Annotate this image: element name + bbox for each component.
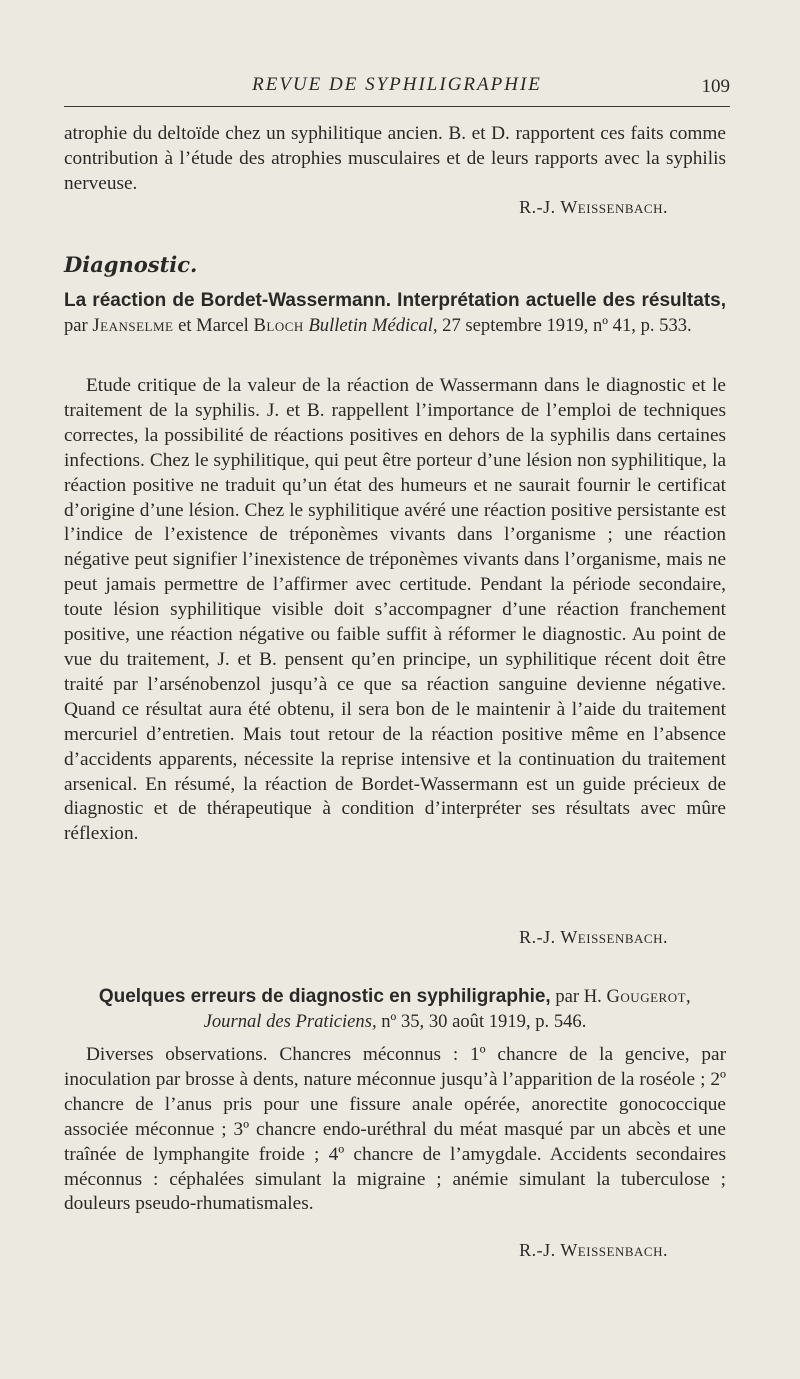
article2-journal: Journal des Praticiens, xyxy=(203,1010,377,1032)
signature-article1: R.-J. Weissenbach. xyxy=(519,927,668,947)
article1-and: et Marcel xyxy=(173,314,254,336)
signature-article2: R.-J. Weissenbach. xyxy=(519,1240,668,1260)
article1-citation: 27 septembre 1919, nº 41, p. 533. xyxy=(437,314,692,336)
section-heading: Diagnostic. xyxy=(64,252,198,277)
article2-body: Diverses observations. Chancres méconnus : 1º chancre de la gencive, par inoculation par brosse à dents, nature méconnue jusqu’à l’apparition de la roséole ; 2º chancre de l’anus pris pour une fissure anale opérée, anorectite gonococcique associée méconnue ; 3º chancre endo-uréthral du méat masqué par un abcès et une traînée de lymphangite froide ; 4º chancre de l’amygdale. Accidents secondaires méconnus : céphalées simulant la migraine ; anémie simulant la tuberculose ; douleurs pseudo-rhumatismales. xyxy=(64,1044,726,1215)
article1-by: par xyxy=(64,314,93,336)
article2-citation: nº 35, 30 août 1919, p. 546. xyxy=(376,1010,587,1032)
page-header xyxy=(64,70,730,107)
article1-journal: Bulletin Médical, xyxy=(308,314,438,336)
article1-author1: Jeanselme xyxy=(92,314,174,336)
page-number: 109 xyxy=(701,76,730,97)
article1-body: Etude critique de la valeur de la réaction de Wassermann dans le diagnostic et le traitement de la syphilis. J. et B. rappellent l’importance de l’emploi de techniques correctes, la possibilité de réactions positives en dehors de la syphilis dans certaines infections. Chez le syphilitique, qui peut être porteur d’une lésion non syphilitique, la réaction positive ne traduit qu’un état des humeurs et ne saurait fournir le certificat d’origine d’une lésion. Chez le syphilitique avéré une réaction positive persistante est l’indice de l’existence de tréponèmes vivants dans l’organisme ; une réaction négative peut signifier l’inexistence de tréponèmes vivants dans l’organisme, mais ne peut jamais permettre de l’affirmer avec certitude. Pendant la période secondaire, toute lésion syphilitique visible doit s’accompagner d’une réaction franchement positive, une réaction négative ou faible suffit à réformer le diagnostic. Au point de vue du traitement, J. et B. pensent qu’en principe, un syphilitique récent doit être traité par l’arsénobenzol jusqu’à ce que sa réaction sanguine devienne négative. Quand ce résultat aura été obtenu, il sera bon de le maintenir à l’aide du traitement mercuriel d’entretien. Mais tout retour de la réaction positive même en l’absence d’accidents apparents, nécessite la reprise intensive et la continuation du traitement arsenical. En résumé, la réaction de Bordet-Wassermann est un guide précieux de diagnostic et de thérapeutique à condition d’interpréter ses résultats avec mûre réflexion. xyxy=(64,375,726,845)
article1-author2: Bloch xyxy=(253,314,304,336)
article2-title: Quelques erreurs de diagnostic en syphiligraphie, xyxy=(98,986,551,1007)
article2-author: Gougerot, xyxy=(606,986,692,1007)
continuation-paragraph: atrophie du deltoïde chez un syphilitique ancien. B. et D. rapportent ces faits comme contribution à l’étude des atrophies musculaires et de leurs rapports avec la syphilis nerveuse. xyxy=(64,123,726,194)
signature-continuation: R.-J. Weissenbach. xyxy=(519,197,668,217)
article1-title: La réaction de Bordet-Wassermann. Interprétation actuelle des résultats, xyxy=(64,290,726,311)
article2-reference xyxy=(64,985,726,1034)
running-title: REVUE DE SYPHILIGRAPHIE xyxy=(252,74,542,95)
article2-by: par H. xyxy=(550,986,607,1007)
article1-reference xyxy=(64,289,726,338)
